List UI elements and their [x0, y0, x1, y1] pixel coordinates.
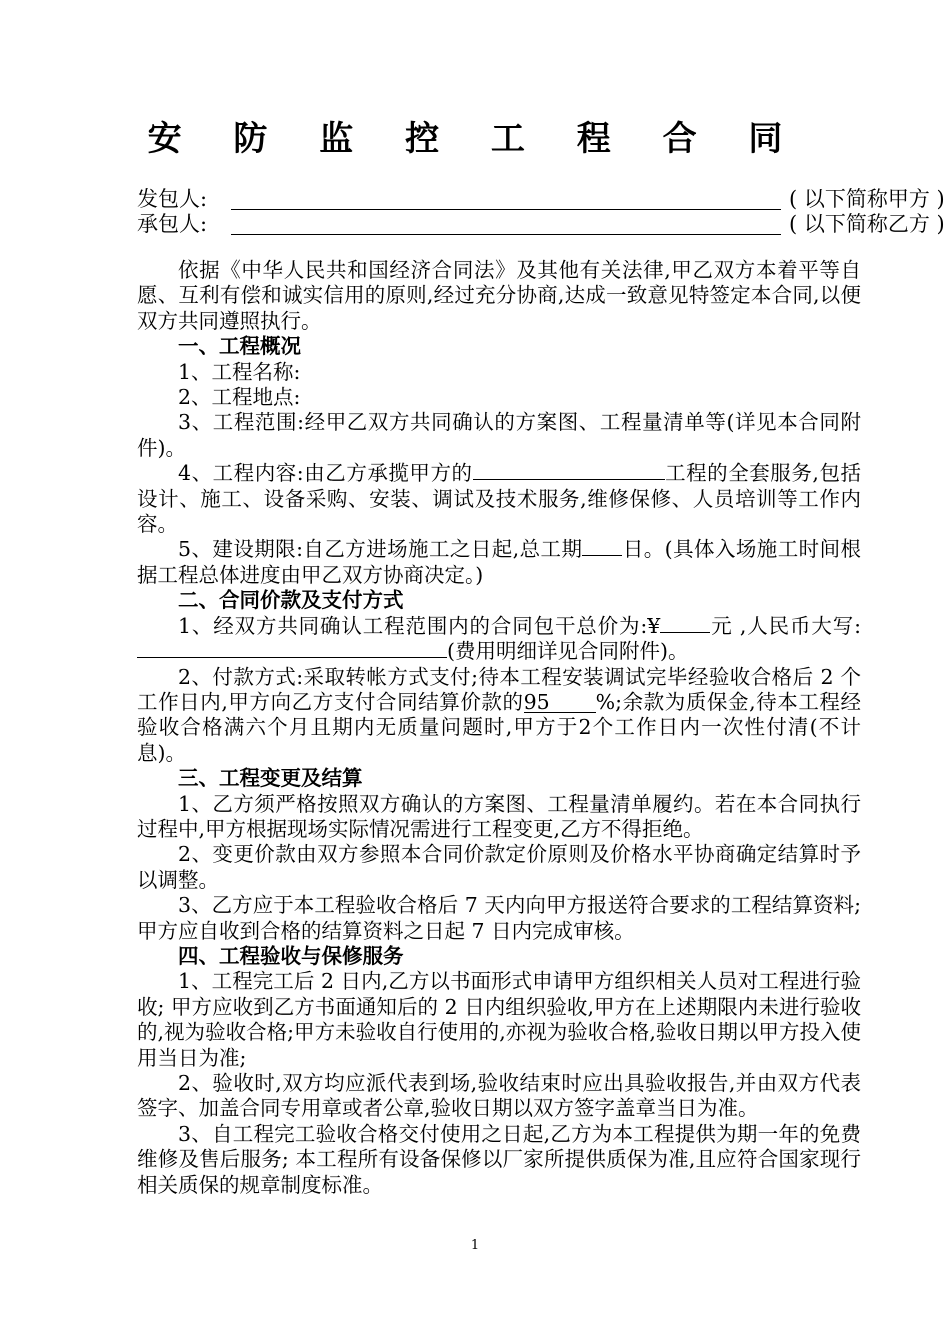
contractor-blank	[231, 234, 781, 235]
s1-item-4	[137, 461, 861, 537]
party-employer-row	[137, 186, 945, 212]
s2-item-2-text-b: %;余款为质保金,待本工程经验收合格满六个月且期内无质量问题时,甲方于2个工作日内一次性付清(不计息)。	[137, 689, 862, 765]
s4-item-1: 1、工程完工后 2 日内,乙方以书面形式申请甲方组织相关人员对工程进行验收; 甲方应收到乙方书面通知后的 2 日内组织验收,甲方在上述期限内未进行验收的,视为验收合格;甲方未验收自行使用的,亦视为验收合格,验收日期以甲方投入使用当日为准;	[137, 969, 861, 1070]
s1-item-4-text-b: 工程的全套服务,包括设计、施工、设备采购、安装、调试及技术服务,维修保修、人员培训等工作内容。	[137, 461, 861, 537]
s1-item-2: 2、工程地点:	[178, 385, 301, 410]
party-contractor-row	[137, 211, 945, 237]
price-words-blank	[137, 657, 447, 658]
s1-item-3: 3、工程范围:经甲乙双方共同确认的方案图、工程量清单等(详见本合同附件)。	[137, 410, 861, 460]
s1-item-1: 1、工程名称:	[178, 359, 301, 384]
s2-item-1-text-b: 元 ,人民币大写:	[710, 613, 861, 638]
payment-percent: 95	[524, 692, 596, 713]
employer-note: ( 以下简称甲方 )	[789, 187, 945, 211]
s2-item-2-text-a: 2、付款方式:采取转帐方式支付;待本工程安装调试完毕经验收合格后 2 个工作日内,甲方向乙方支付合同结算价款的	[137, 664, 861, 714]
s1-item-5	[137, 537, 861, 588]
s1-item-5-text-b: 日。(具体入场施工时间根据工程总体进度由甲乙双方协商决定。)	[137, 537, 862, 587]
page-title: 安 防 监 控 工 程 合 同	[147, 119, 803, 159]
employer-blank	[231, 209, 781, 210]
s2-item-2	[137, 665, 861, 767]
section-3-heading: 三、工程变更及结算	[178, 766, 363, 791]
contractor-label: 承包人:	[137, 212, 208, 236]
s4-item-2: 2、验收时,双方均应派代表到场,验收结束时应出具验收报告,并由双方代表签字、加盖合同专用章或者公章,验收日期以双方签字盖章当日为准。	[137, 1071, 861, 1121]
contract-body	[137, 258, 861, 1198]
page-number: 1	[470, 1238, 480, 1253]
s2-item-1-text-c: (费用明细详见合同附件)。	[447, 639, 689, 664]
s1-item-4-text-a: 4、工程内容:由乙方承揽甲方的	[178, 461, 473, 486]
section-2-heading: 二、合同价款及支付方式	[178, 588, 404, 613]
intro-paragraph: 依据《中华人民共和国经济合同法》及其他有关法律,甲乙双方本着平等自愿、互利有偿和诚实信用的原则,经过充分协商,达成一致意见特签定本合同,以便双方共同遵照执行。	[137, 258, 861, 333]
s4-item-3: 3、自工程完工验收合格交付使用之日起,乙方为本工程提供为期一年的免费维修及售后服务; 本工程所有设备保修以厂家所提供质保为准,且应符合国家现行相关质保的规章制度标准。	[137, 1121, 861, 1197]
s2-item-1-text-a: 1、经双方共同确认工程范围内的合同包干总价为:¥	[178, 613, 661, 638]
project-name-blank	[473, 479, 665, 480]
s1-item-5-text-a: 5、建设期限:自乙方进场施工之日起,总工期	[178, 537, 583, 562]
section-1-heading: 一、工程概况	[178, 334, 301, 359]
s3-item-3: 3、乙方应于本工程验收合格后 7 天内向甲方报送符合要求的工程结算资料; 甲方应自收到合格的结算资料之日起 7 日内完成审核。	[137, 893, 861, 943]
contractor-note: ( 以下简称乙方 )	[789, 212, 945, 236]
s3-item-2: 2、变更价款由双方参照本合同价款定价原则及价格水平协商确定结算时予以调整。	[137, 842, 861, 892]
price-blank	[660, 632, 710, 633]
duration-blank	[582, 555, 622, 556]
employer-label: 发包人:	[137, 187, 208, 211]
section-4-heading: 四、工程验收与保修服务	[178, 943, 404, 968]
s3-item-1: 1、乙方须严格按照双方确认的方案图、工程量清单履约。若在本合同执行过程中,甲方根据现场实际情况需进行工程变更,乙方不得拒绝。	[137, 791, 861, 841]
s2-item-1	[137, 614, 861, 665]
